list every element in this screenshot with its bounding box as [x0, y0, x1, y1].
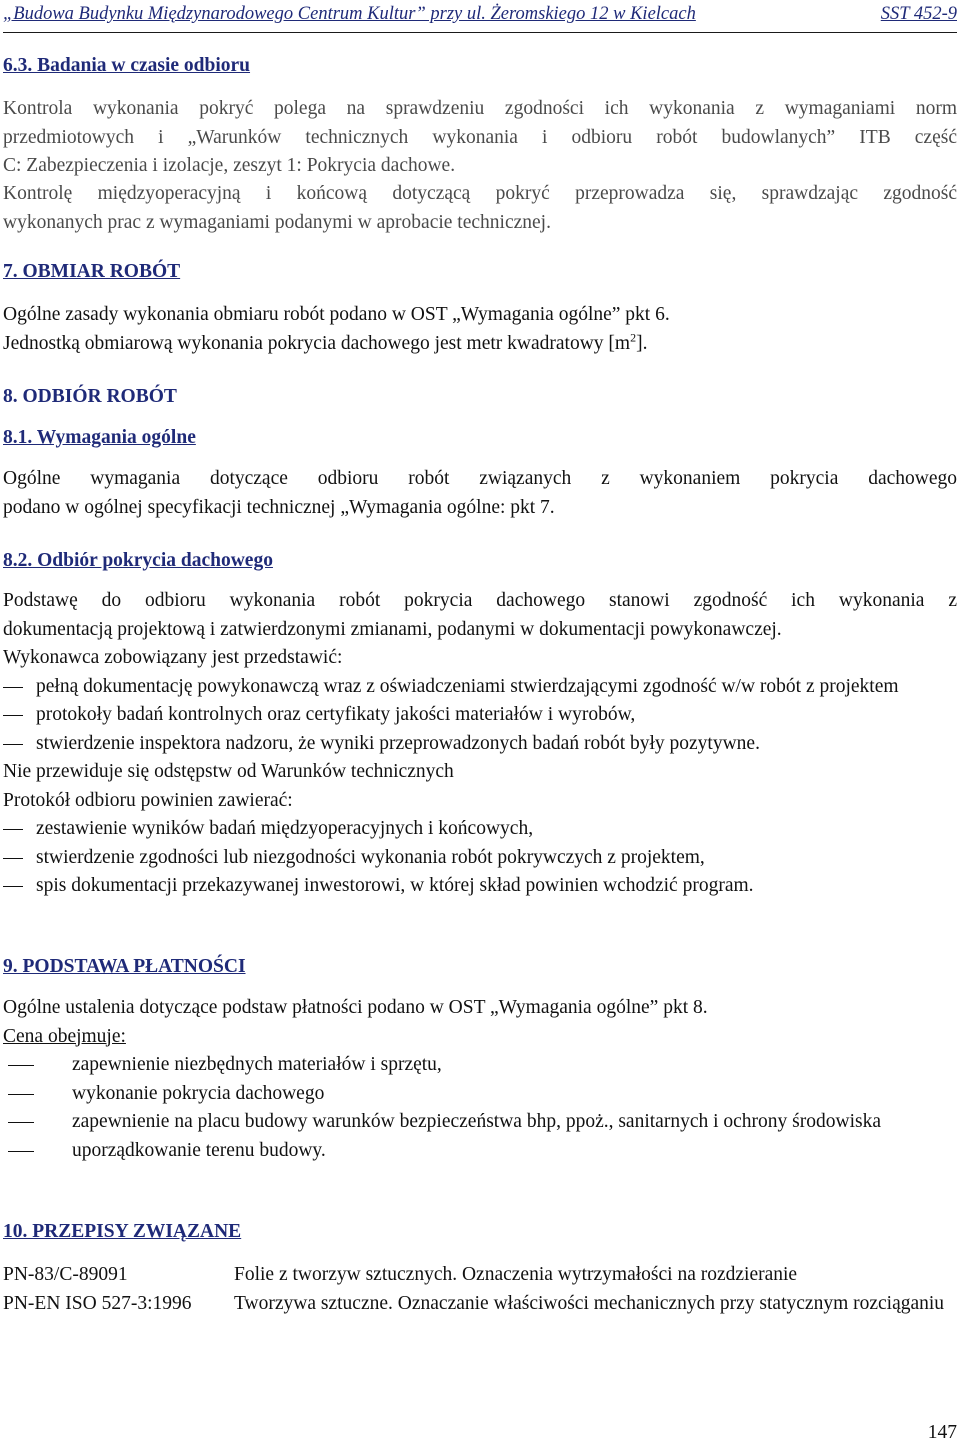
text-line: C: Zabezpieczenia i izolacje, zeszyt 1: Pokrycia dachowe. — [3, 155, 456, 176]
reference-code: PN-83/C-89091 — [3, 1264, 128, 1285]
text-line: Wykonawca zobowiązany jest przedstawić: — [3, 647, 343, 668]
section-9-heading: 9. PODSTAWA PŁATNOŚCI — [3, 956, 246, 977]
bullet-item: zapewnienie na placu budowy warunków bezpieczeństwa bhp, ppoż., sanitarnych i ochrony środowiska — [3, 1108, 957, 1137]
reference-description: Folie z tworzyw sztucznych. Oznaczenia wytrzymałości na rozdzieranie — [234, 1264, 798, 1285]
price-includes-label: Cena obejmuje: — [3, 1025, 126, 1047]
text-fragment: Jednostką obmiarową wykonania pokrycia dachowego jest metr kwadratowy [m — [3, 332, 631, 354]
text-line: Ogólne ustalenia dotyczące podstaw płatności podano w OST „Wymagania ogólne” pkt 8. — [3, 997, 708, 1018]
references-list — [3, 1261, 957, 1318]
section-9-body — [3, 994, 957, 1165]
section-8-heading: 8. ODBIÓR ROBÓT — [3, 386, 177, 407]
reference-row — [3, 1261, 957, 1290]
section-6-3-paragraph-2 — [3, 180, 957, 237]
text-line: dokumentacją projektową i zatwierdzonymi zmianami, podanymi w dokumentacji powykonawczej. — [3, 618, 782, 640]
text-line: Protokół odbioru powinien zawierać: — [3, 789, 293, 811]
reference-row — [3, 1290, 957, 1319]
bullet-item: stwierdzenie zgodności lub niezgodności wykonania robót pokrywczych z projektem, — [3, 844, 957, 873]
superscript: 2 — [630, 330, 637, 344]
section-8-1-heading: 8.1. Wymagania ogólne — [3, 427, 196, 448]
text-line — [3, 1023, 957, 1052]
section-8-1-body — [3, 465, 957, 522]
header-title: „Budowa Budynku Międzynarodowego Centrum Kultur” przy ul. Żeromskiego 12 w Kielcach — [3, 4, 696, 24]
section-7-heading: 7. OBMIAR ROBÓT — [3, 261, 181, 282]
text-line: Nie przewiduje się odstępstw od Warunków technicznych — [3, 761, 454, 782]
section-6-3-heading: 6.3. Badania w czasie odbioru — [3, 55, 251, 76]
text-line: wykonanych prac z wymaganiami podanymi w aprobacie technicznej. — [3, 211, 551, 233]
page-header — [3, 0, 957, 33]
bullet-item: zapewnienie niezbędnych materiałów i sprzętu, — [3, 1051, 957, 1080]
section-8-2-heading: 8.2. Odbiór pokrycia dachowego — [3, 550, 273, 571]
text-line: Ogólne wymagania dotyczące odbioru robót związanych z wykonaniem pokrycia dachowego — [3, 468, 957, 489]
bullet-item: spis dokumentacji przekazywanej inwestorowi, w której skład powinien wchodzić program. — [3, 872, 957, 901]
document-page — [3, 0, 957, 1314]
section-8-2-body — [3, 587, 957, 901]
text-line: przedmiotowych i „Warunków technicznych wykonania i odbioru robót budowlanych” ITB część — [3, 126, 957, 148]
bullet-item: uporządkowanie terenu budowy. — [3, 1137, 957, 1166]
text-line: Kontrola wykonania pokryć polega na sprawdzeniu zgodności ich wykonania z wymaganiami norm — [3, 98, 957, 119]
section-10-heading: 10. PRZEPISY ZWIĄZANE — [3, 1221, 242, 1242]
text-line: podano w ogólnej specyfikacji technicznej „Wymagania ogólne: pkt 7. — [3, 496, 555, 518]
text-line: Kontrolę międzyoperacyjną i końcową dotyczącą pokryć przeprowadza się, sprawdzając zgodność — [3, 183, 957, 204]
section-6-3-paragraph-1 — [3, 95, 957, 181]
page-number: 147 — [927, 1422, 957, 1443]
text-line — [3, 330, 957, 359]
bullet-item: protokoły badań kontrolnych oraz certyfikaty jakości materiałów i wyrobów, — [3, 701, 957, 730]
text-line: Podstawę do odbioru wykonania robót pokrycia dachowego stanowi zgodność ich wykonania z — [3, 590, 957, 611]
section-7-body — [3, 301, 957, 358]
bullet-item: pełną dokumentację powykonawczą wraz z oświadczeniami stwierdzającymi zgodność w/w robót z projektem — [3, 673, 957, 702]
bullet-item: wykonanie pokrycia dachowego — [3, 1080, 957, 1109]
text-fragment: ]. — [636, 332, 648, 354]
header-doc-code: SST 452-9 — [880, 4, 957, 24]
bullet-item: zestawienie wyników badań międzyoperacyjnych i końcowych, — [3, 815, 957, 844]
bullet-item: stwierdzenie inspektora nadzoru, że wyniki przeprowadzonych badań robót były pozytywne. — [3, 730, 957, 759]
reference-code: PN-EN ISO 527-3:1996 — [3, 1292, 192, 1314]
reference-description: Tworzywa sztuczne. Oznaczanie właściwości mechanicznych przy statycznym rozciąganiu — [234, 1292, 945, 1314]
text-line: Ogólne zasady wykonania obmiaru robót podano w OST „Wymagania ogólne” pkt 6. — [3, 304, 670, 325]
